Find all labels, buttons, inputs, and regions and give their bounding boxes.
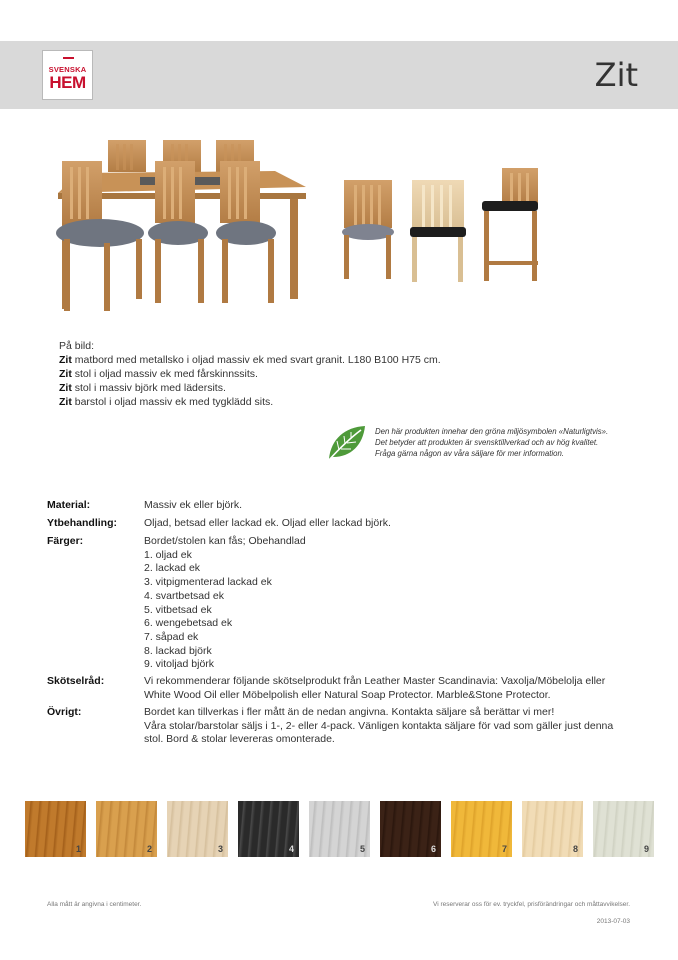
spec-label: Skötselråd: [47, 675, 105, 687]
spec-label: Färger: [47, 535, 84, 547]
dining-set-image [56, 140, 538, 311]
green-leaf-icon [325, 423, 367, 463]
swatch-2 [96, 801, 157, 857]
swatch-9 [593, 801, 654, 857]
footer-note-right: Vi reserverar oss för ev. tryckfel, prisförändringar och måttavvikelser. [433, 901, 630, 908]
swatch-1 [25, 801, 86, 857]
footer-date: 2013-07-03 [596, 918, 630, 925]
spec-value: Oljad, betsad eller lackad ek. Oljad eller lackad björk. [144, 517, 391, 529]
care-line: Vi rekommenderar följande skötselprodukt från Leather Master Scandinavia: Vaxolja/Möbelolja eller [144, 675, 606, 687]
page-title: Zit [594, 56, 638, 94]
swatch-number: 2 [146, 844, 152, 854]
logo-line1: SVENSKA [48, 65, 87, 74]
swatch-6 [380, 801, 441, 857]
other-line: stol. Bord & stolar levereras omonterade. [144, 733, 335, 746]
color-item: 8. lackad björk [144, 644, 212, 657]
other-line: Bordet kan tillverkas i fler mått än de nedan angivna. Kontakta säljare så berättar vi mer! [144, 706, 555, 718]
color-list [144, 535, 306, 672]
swatch-7 [451, 801, 512, 857]
swatch-5 [309, 801, 370, 857]
care-line: White Wood Oil eller Möbelpolish eller Natural Soap Protector. Marble&Stone Protector. [144, 688, 551, 701]
caption-intro: På bild: [59, 340, 95, 352]
caption-line: Zit barstol i oljad massiv ek med tygklädd sits. [59, 396, 274, 408]
caption-line: Zit stol i massiv björk med lädersits. [59, 382, 226, 394]
product-caption [59, 339, 441, 409]
swatch-number: 4 [288, 844, 294, 854]
spec-label: Material: [47, 499, 91, 511]
eco-line: Den här produkten innehar den gröna miljösymbolen «Naturligtvis». [375, 427, 609, 436]
care-text [144, 675, 605, 702]
color-item: 5. vitbetsad ek [144, 603, 212, 616]
other-text [144, 706, 613, 747]
swatch-number: 9 [643, 844, 649, 854]
other-line: Våra stolar/barstolar säljs i 1-, 2- eller 4-pack. Vänligen kontakta säljare för vad som gäller just denna [144, 719, 614, 732]
logo-line2: HEM [49, 73, 86, 92]
color-item: 4. svartbetsad ek [144, 589, 224, 602]
caption-line: Zit stol i oljad massiv ek med fårskinnssits. [59, 368, 258, 380]
eco-label-text [375, 426, 645, 459]
eco-line: Fråga gärna någon av våra säljare för mer information. [375, 449, 564, 458]
color-item: 9. vitoljad björk [144, 658, 215, 671]
spec-label: Ytbehandling: [47, 517, 117, 529]
spec-value: Massiv ek eller björk. [144, 499, 243, 511]
footer-note-left: Alla mått är angivna i centimeter. [47, 901, 142, 908]
caption-line: Zit matbord med metallsko i oljad massiv ek med svart granit. L180 B100 H75 cm. [59, 354, 441, 366]
header-bar [0, 41, 678, 109]
color-item: 7. såpad ek [144, 630, 199, 643]
swatch-number: 6 [430, 844, 436, 854]
spec-label: Övrigt: [47, 706, 82, 718]
color-item: 2. lackad ek [144, 562, 201, 575]
swatch-number: 5 [359, 844, 365, 854]
color-intro: Bordet/stolen kan fås; Obehandlad [144, 535, 306, 547]
product-photo [50, 135, 600, 315]
eco-line: Det betyder att produkten är svensktillverkad och av hög kvalitet. [375, 438, 599, 447]
color-item: 1. oljad ek [144, 548, 192, 561]
swatch-number: 3 [217, 844, 223, 854]
swatch-number: 1 [75, 844, 81, 854]
swatch-3 [167, 801, 228, 857]
color-item: 3. vitpigmenterad lackad ek [144, 576, 272, 589]
swatch-4 [238, 801, 299, 857]
brand-logo [42, 50, 93, 100]
logo-accent [63, 57, 74, 59]
swatch-number: 8 [572, 844, 578, 854]
swatch-8 [522, 801, 583, 857]
color-item: 6. wengebetsad ek [144, 617, 233, 630]
swatch-number: 7 [501, 844, 507, 854]
